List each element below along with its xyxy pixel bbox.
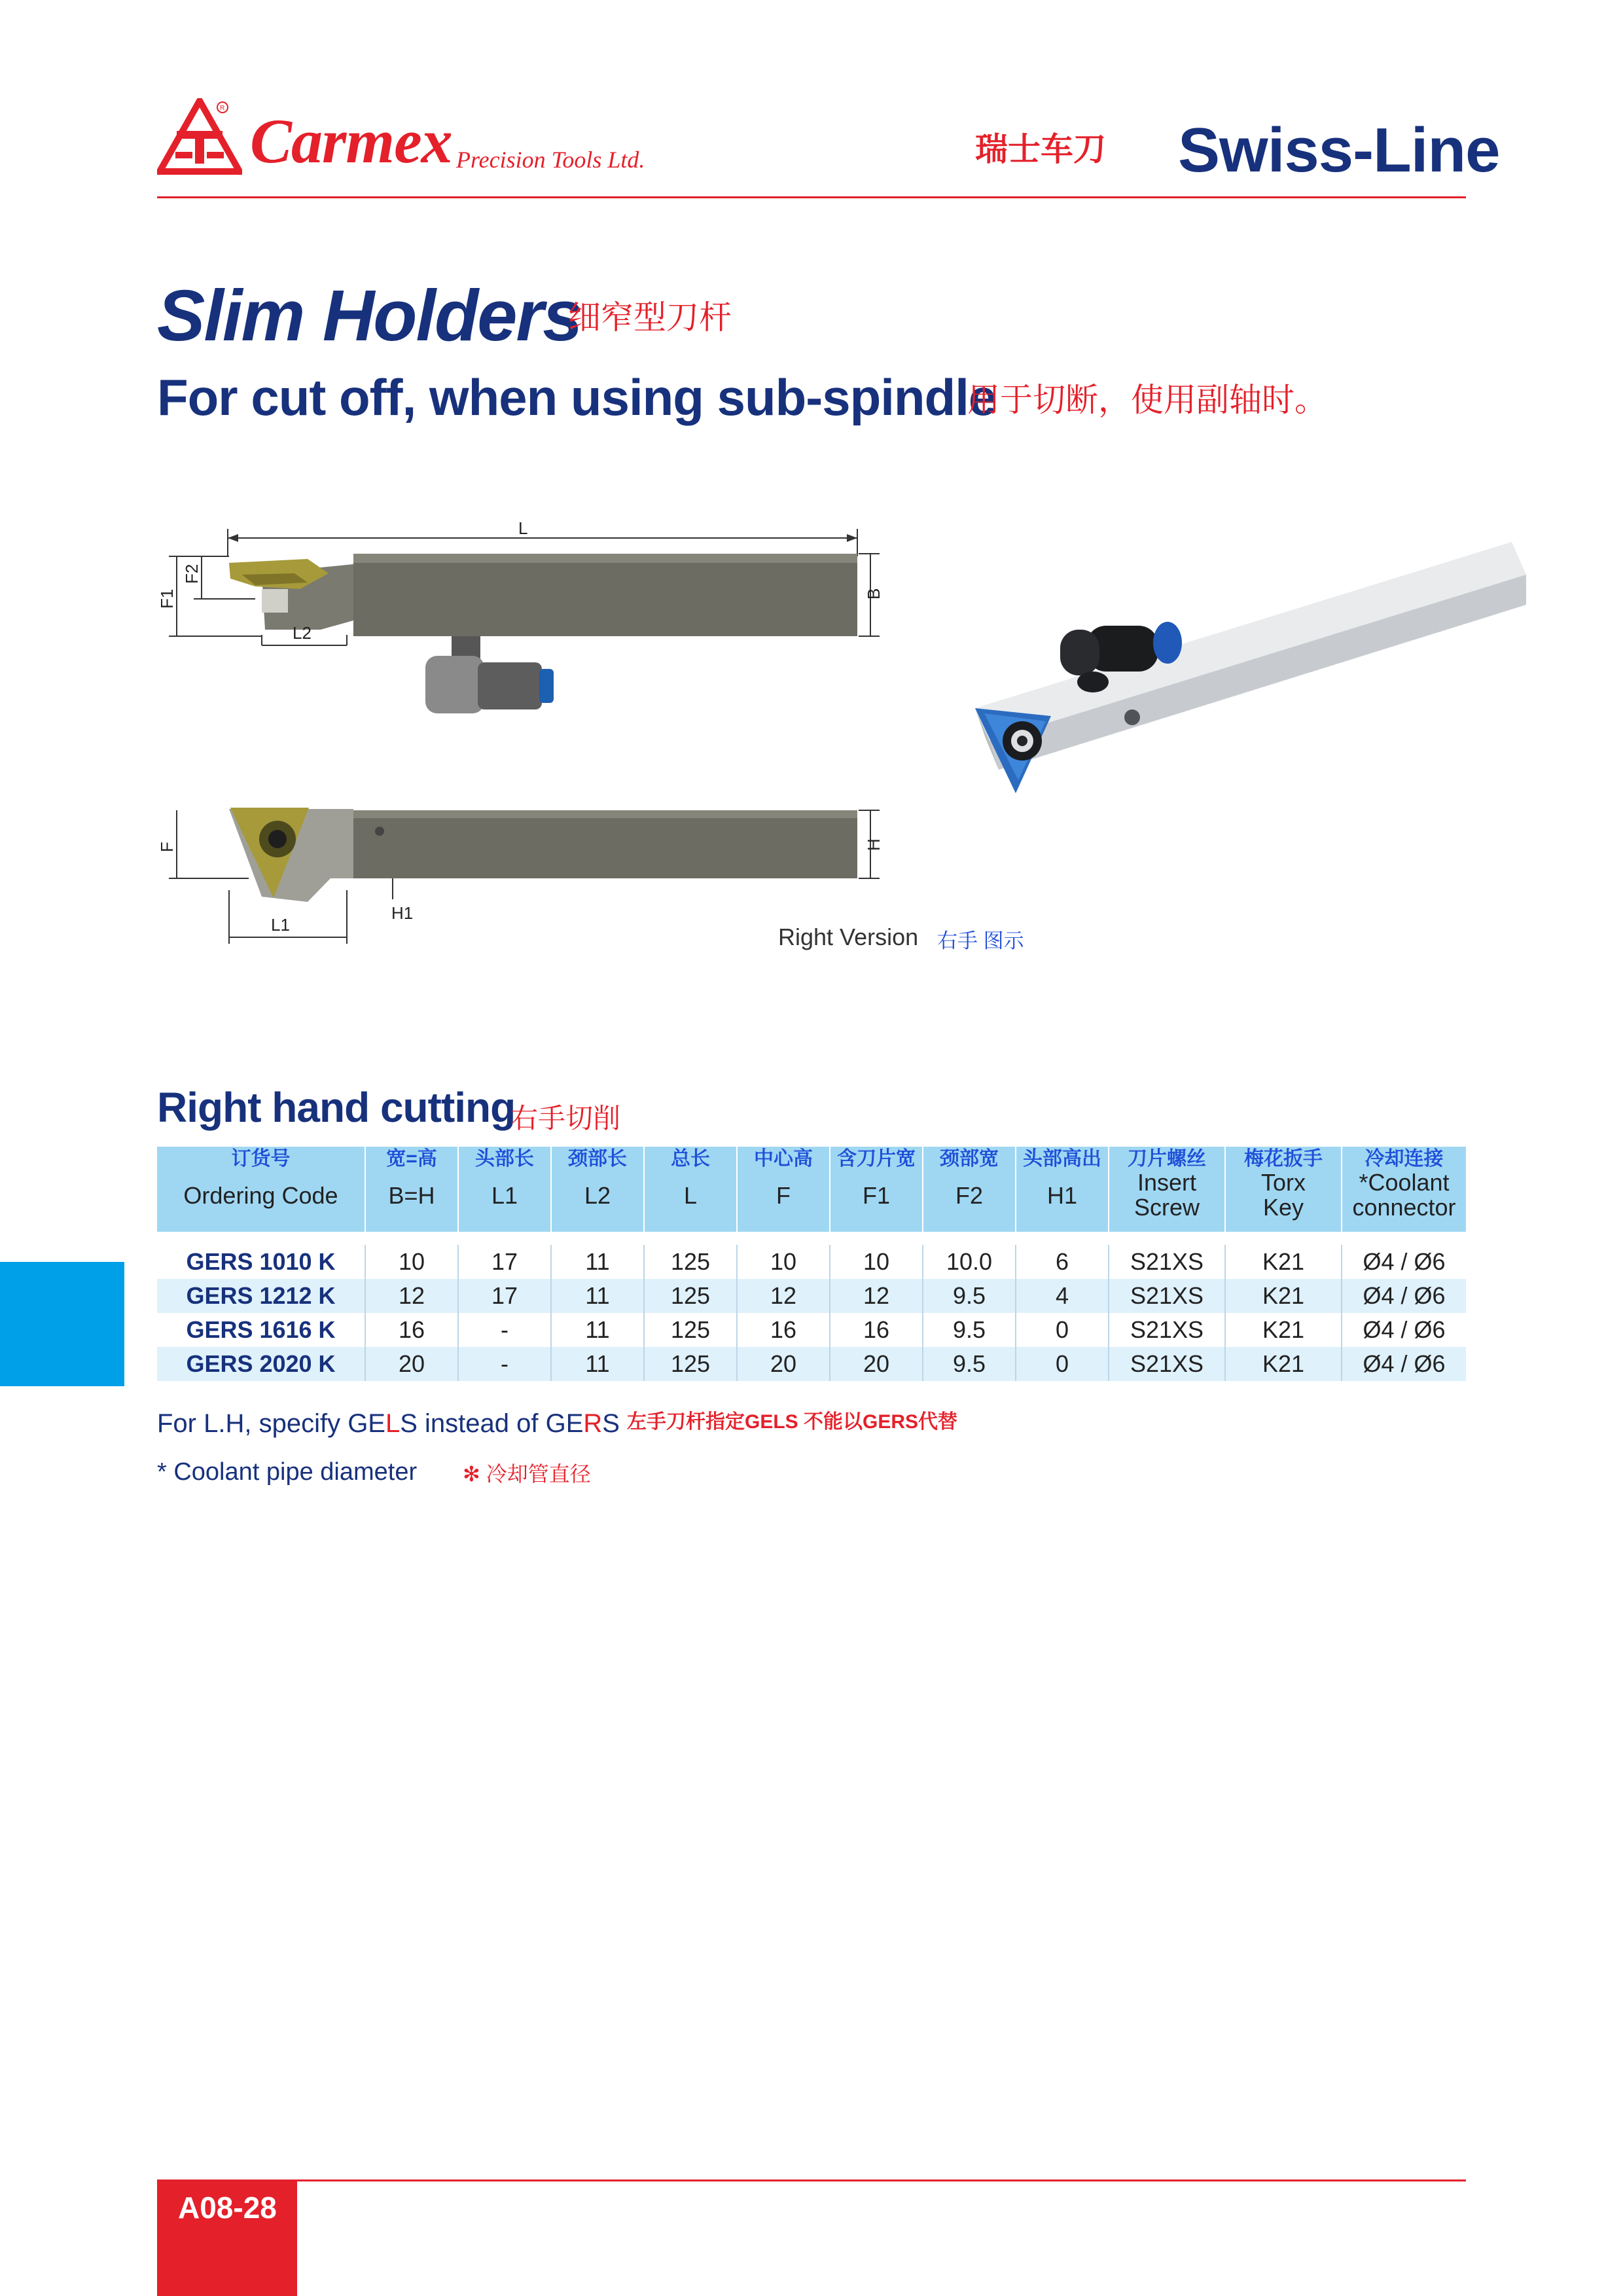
table-cell: 9.5 [923,1279,1016,1313]
header-divider [157,196,1466,198]
table-cell: 11 [551,1347,644,1381]
table-cell: 125 [644,1347,737,1381]
table-cell: 0 [1016,1347,1109,1381]
dim-label-l2: L2 [293,623,312,643]
section-title: Right hand cutting [157,1084,516,1131]
section-title-cn: 右手切削 [510,1103,621,1134]
dim-label-h: H [864,838,883,851]
table-cell: 11 [551,1279,644,1313]
table-cell: K21 [1225,1347,1342,1381]
spec-table [157,1147,1466,1381]
table-cell: K21 [1225,1245,1342,1279]
table-cell: 9.5 [923,1347,1016,1381]
table-row [157,1245,1466,1279]
page-subtitle: For cut off, when using sub-spindle [157,368,997,426]
table-cell: 20 [737,1347,830,1381]
ordering-code: GERS 1616 K [157,1313,365,1347]
table-cell: - [458,1347,551,1381]
note-highlight: R [583,1409,603,1438]
page-subtitle-cn: 用于切断，使用副轴时。 [967,382,1327,418]
table-cell: 17 [458,1279,551,1313]
table-header-cell: 中心高 F [737,1147,830,1232]
note-text: S [602,1409,620,1438]
note-text: S instead of GE [400,1409,584,1438]
ordering-code: GERS 1010 K [157,1245,365,1279]
table-cell: 10 [365,1245,458,1279]
table-cell: 17 [458,1245,551,1279]
page-number: A08-28 [178,2191,277,2225]
note-highlight: L [385,1409,401,1438]
table-header-cell: 刀片螺丝 Insert Screw [1109,1147,1225,1232]
carmex-logo-icon [157,98,242,175]
dim-label-b: B [864,588,883,600]
dim-label-l: L [518,518,528,538]
table-cell: S21XS [1109,1313,1225,1347]
image-caption-cn: 右手 图示 [937,929,1024,952]
table-header-cell: 颈部长 L2 [551,1147,644,1232]
table-cell: Ø4 / Ø6 [1342,1279,1466,1313]
table-cell: 10 [830,1245,923,1279]
brand-name: Carmex [250,106,452,176]
table-header-row [157,1147,1466,1232]
table-cell: K21 [1225,1313,1342,1347]
chapter-side-tab [0,1262,124,1386]
ordering-code: GERS 2020 K [157,1347,365,1381]
table-cell: 125 [644,1245,737,1279]
left-hand-note [157,1410,620,1437]
left-hand-note-cn: 左手刀杆指定GELS 不能以GERS代替 [627,1411,958,1433]
note-text: For L.H, specify GE [157,1409,385,1438]
table-header-cell: 冷却连接 *Coolant connector [1342,1147,1466,1232]
table-header-cell: 头部高出 H1 [1016,1147,1109,1232]
table-cell: S21XS [1109,1347,1225,1381]
table-cell: 9.5 [923,1313,1016,1347]
table-header-cell: 总长 L [644,1147,737,1232]
table-cell: 125 [644,1279,737,1313]
table-cell: 16 [365,1313,458,1347]
svg-text:R: R [220,105,225,112]
table-cell: 12 [365,1279,458,1313]
table-header-cell: 订货号 Ordering Code [157,1147,365,1232]
coolant-note-cn: ✻ 冷却管直径 [463,1462,591,1486]
table-cell: S21XS [1109,1245,1225,1279]
brand-subtitle: Precision Tools Ltd. [456,147,645,173]
table-cell: 12 [737,1279,830,1313]
holder-top-view-drawing [157,511,903,746]
table-cell: 11 [551,1245,644,1279]
table-cell: 20 [365,1347,458,1381]
dim-label-h1: H1 [391,903,414,923]
table-cell: 125 [644,1313,737,1347]
table-cell: 0 [1016,1313,1109,1347]
table-cell: 4 [1016,1279,1109,1313]
table-row [157,1313,1466,1347]
table-header-cell: 宽=高 B=H [365,1147,458,1232]
table-header-cell: 梅花扳手 Torx Key [1225,1147,1342,1232]
table-cell: S21XS [1109,1279,1225,1313]
table-cell: Ø4 / Ø6 [1363,1248,1446,1275]
table-cell: 16 [830,1313,923,1347]
table-cell: 6 [1016,1245,1109,1279]
table-cell: 10.0 [923,1245,1016,1279]
page-title-cn: 细窄型刀杆 [568,299,732,336]
dim-label-f2: F2 [182,564,202,584]
table-cell: - [458,1313,551,1347]
holder-product-image [962,537,1538,877]
dim-label-l1: L1 [271,915,290,935]
table-cell: 20 [830,1347,923,1381]
dim-label-f1: F1 [157,588,177,609]
table-header-cell: 含刀片宽 F1 [830,1147,923,1232]
footer-divider [157,2179,1466,2181]
table-cell: 16 [737,1313,830,1347]
table-cell: Ø4 / Ø6 [1342,1347,1466,1381]
coolant-note: * Coolant pipe diameter [157,1458,418,1486]
table-cell: 12 [830,1279,923,1313]
dim-label-f: F [157,842,177,852]
product-line-cn: 瑞士车刀 [975,131,1106,168]
table-cell: Ø4 / Ø6 [1363,1316,1446,1343]
table-header-cell: 头部长 L1 [458,1147,551,1232]
table-row [157,1347,1466,1381]
image-caption: Right Version [778,924,919,950]
product-line-title: Swiss-Line [1178,115,1500,185]
ordering-code: GERS 1212 K [157,1279,365,1313]
table-cell: 11 [551,1313,644,1347]
table-header-cell: 颈部宽 F2 [923,1147,1016,1232]
table-cell: K21 [1225,1279,1342,1313]
page-title: Slim Holders [157,276,582,356]
table-cell: 10 [737,1245,830,1279]
table-row [157,1279,1466,1313]
